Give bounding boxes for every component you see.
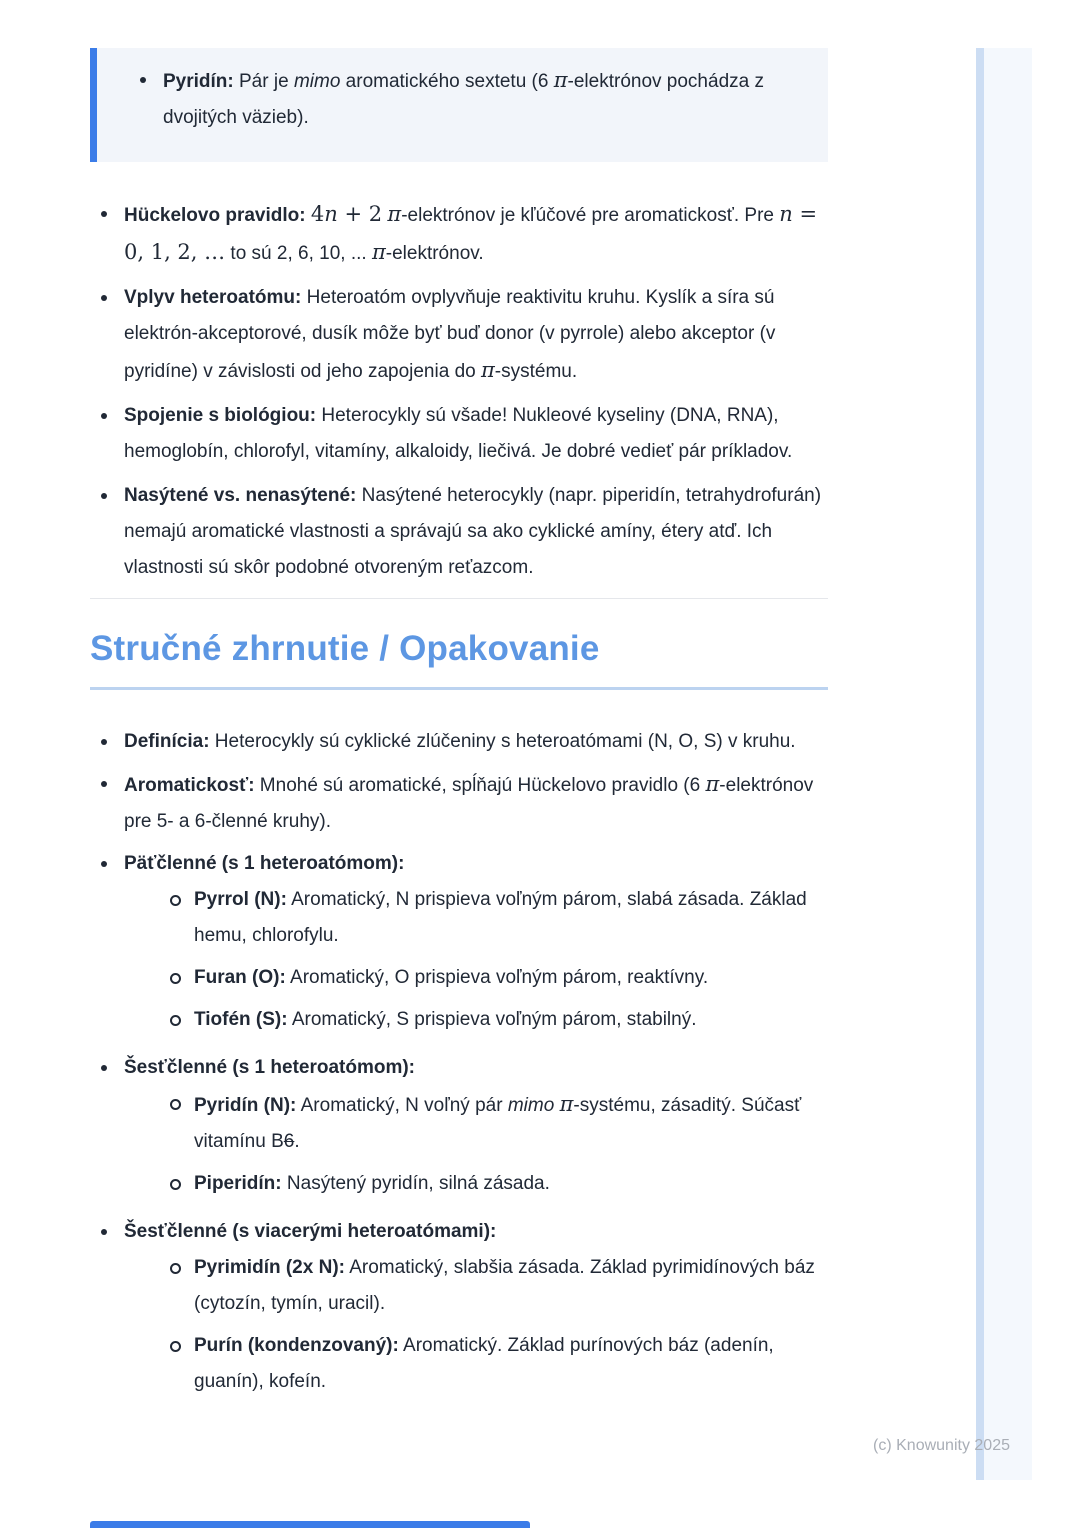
text-run: π bbox=[705, 772, 720, 796]
list-item bbox=[90, 1214, 828, 1400]
text-run: Aromatický, N prispieva voľným párom, slabá zásada. Základ hemu, chlorofylu. bbox=[194, 889, 807, 946]
list-item bbox=[90, 196, 828, 272]
text-run: Aromatickosť: bbox=[124, 775, 255, 796]
text-run: π bbox=[553, 68, 568, 92]
text-run: Šesťčlenné (s viacerými heteroatómami): bbox=[124, 1221, 497, 1242]
text-run: 6 bbox=[283, 1131, 295, 1152]
text-run: Pyrimidín (2x N): bbox=[194, 1257, 345, 1278]
text-run: Pyridín (N): bbox=[194, 1095, 297, 1116]
text-run: mimo bbox=[507, 1095, 555, 1116]
callout-list bbox=[129, 62, 804, 136]
list-item bbox=[90, 846, 828, 1038]
list-item bbox=[160, 1086, 828, 1160]
text-run: aromatického sextetu (6 bbox=[340, 71, 554, 92]
text-run: n bbox=[324, 202, 338, 226]
section-heading: Stručné zhrnutie / Opakovanie bbox=[90, 629, 828, 690]
text-run: Pyrrol (N): bbox=[194, 889, 287, 910]
text-run: Aromatický. Základ purínových báz (adenín, guanín), kofeín. bbox=[194, 1335, 774, 1392]
callout-quote bbox=[90, 48, 828, 162]
list-item bbox=[90, 478, 828, 586]
text-run: Šesťčlenné (s 1 heteroatómom): bbox=[124, 1057, 416, 1078]
text-run: Hückelovo pravidlo: bbox=[124, 205, 306, 226]
text-run: mimo bbox=[293, 71, 341, 92]
summary-list bbox=[90, 724, 828, 1400]
list-item bbox=[160, 1166, 828, 1202]
text-run: + 2 bbox=[337, 202, 383, 226]
text-run: Heteroatóm ovplyvňuje reaktivitu kruhu. Kyslík a síra sú elektrón-akceptorové, dusík môže byť buď donor (v pyrrole) alebo akceptor (v pyridíne) v závislosti od jeho zapojenia do bbox=[124, 287, 776, 382]
text-run: Päťčlenné (s 1 heteroatómom): bbox=[124, 853, 405, 874]
text-run: to sú 2, 6, 10, ... bbox=[225, 243, 372, 264]
text-run: π bbox=[371, 240, 386, 264]
text-run: -elektrónov je kľúčové pre aromatickosť. Pre bbox=[401, 205, 780, 226]
text-run: -elektrónov pochádza z dvojitých väzieb). bbox=[163, 71, 764, 128]
list-item bbox=[90, 1050, 828, 1202]
text-run: Pyridín: bbox=[163, 71, 234, 92]
section-divider bbox=[90, 598, 828, 599]
key-points-list bbox=[90, 196, 828, 586]
list-item bbox=[160, 882, 828, 954]
list-item bbox=[90, 766, 828, 840]
list-item bbox=[160, 1002, 828, 1038]
text-run: -elektrónov pre 5- a 6-členné kruhy). bbox=[124, 775, 814, 832]
footer-credit: (c) Knowunity 2025 bbox=[873, 1437, 1010, 1454]
text-run: = 0, 1, 2, … bbox=[124, 202, 818, 264]
text-run: Aromatický, N voľný pár bbox=[296, 1095, 508, 1116]
sub-list bbox=[160, 1086, 828, 1202]
text-run: Spojenie s biológiou: bbox=[124, 405, 317, 426]
text-run: Purín (kondenzovaný): bbox=[194, 1335, 399, 1356]
text-run: Mnohé sú aromatické, spĺňajú Hückelovo pravidlo (6 bbox=[254, 775, 706, 796]
text-run: Nasýtený pyridín, silná zásada. bbox=[281, 1173, 550, 1194]
text-run: π bbox=[480, 358, 495, 382]
text-run: Nasýtené vs. nenasýtené: bbox=[124, 485, 357, 506]
list-item bbox=[90, 398, 828, 470]
sub-list bbox=[160, 1250, 828, 1400]
text-run: π bbox=[387, 202, 402, 226]
text-run: . bbox=[294, 1131, 300, 1152]
text-run: Definícia: bbox=[124, 731, 210, 752]
list-item bbox=[160, 1328, 828, 1400]
list-item bbox=[160, 960, 828, 996]
text-run: Pár je bbox=[233, 71, 294, 92]
list-item bbox=[90, 724, 828, 760]
list-item bbox=[90, 280, 828, 390]
sub-list bbox=[160, 882, 828, 1038]
next-section-peek-bar bbox=[90, 1521, 530, 1528]
text-run: Aromatický, slabšia zásada. Základ pyrimidínových báz (cytozín, tymín, uracil). bbox=[194, 1257, 815, 1314]
document-content bbox=[90, 48, 828, 1412]
text-run: π bbox=[559, 1092, 574, 1116]
text-run: Heterocykly sú všade! Nukleové kyseliny (DNA, RNA), hemoglobín, chlorofyl, vitamíny, alkaloidy, liečivá. Je dobré vedieť pár príkladov. bbox=[124, 405, 793, 462]
list-item bbox=[129, 62, 804, 136]
text-run: Tiofén (S): bbox=[194, 1009, 288, 1030]
text-run: Piperidín: bbox=[194, 1173, 282, 1194]
text-run: 4 bbox=[310, 202, 325, 226]
text-run: -systému, zásaditý. Súčasť vitamínu B bbox=[194, 1095, 802, 1152]
text-run: Nasýtené heterocykly (napr. piperidín, tetrahydrofurán) nemajú aromatické vlastnosti a správajú sa ako cyklické amíny, étery atď. Ich vlastnosti sú skôr podobné otvoreným reťazcom. bbox=[124, 485, 822, 578]
scrollbar-track[interactable] bbox=[976, 48, 1032, 1480]
list-item bbox=[160, 1250, 828, 1322]
text-run: Heterocykly sú cyklické zlúčeniny s heteroatómami (N, O, S) v kruhu. bbox=[209, 731, 796, 752]
text-run: -elektrónov. bbox=[385, 243, 484, 264]
text-run: n bbox=[779, 202, 793, 226]
text-run: Aromatický, S prispieva voľným párom, stabilný. bbox=[287, 1009, 697, 1030]
text-run: -systému. bbox=[494, 361, 578, 382]
text-run: Furan (O): bbox=[194, 967, 286, 988]
text-run: Vplyv heteroatómu: bbox=[124, 287, 302, 308]
text-run: Aromatický, O prispieva voľným párom, reaktívny. bbox=[285, 967, 709, 988]
